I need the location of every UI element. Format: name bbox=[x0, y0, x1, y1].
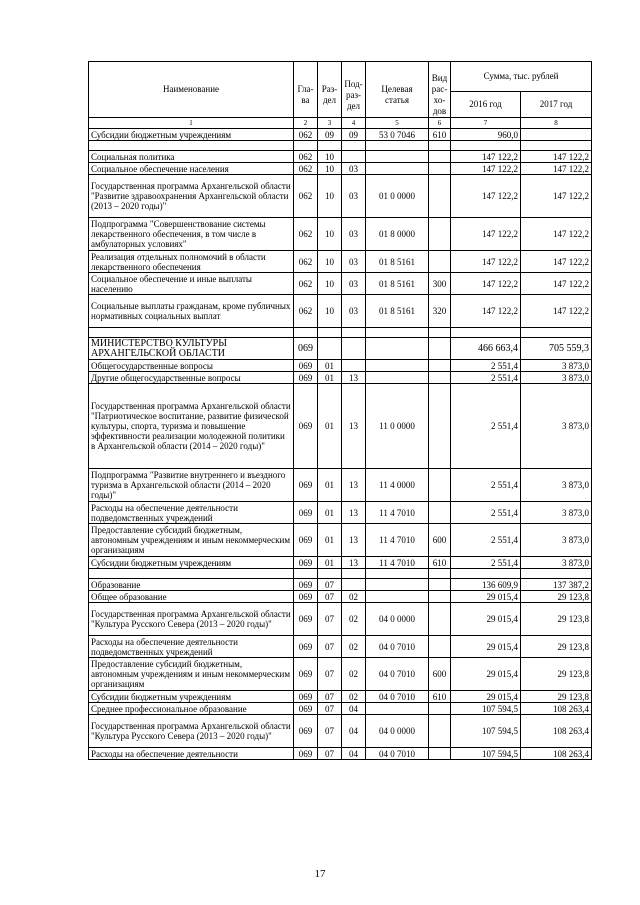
cell-glava: 069 bbox=[294, 703, 318, 715]
cell-name: Субсидии бюджетным учреждениям bbox=[89, 557, 294, 569]
cell-sum-2016: 466 663,4 bbox=[451, 338, 521, 360]
cell-sum-2016: 2 551,4 bbox=[451, 469, 521, 502]
cell-razdel: 10 bbox=[318, 251, 342, 273]
cell-statya: 53 0 7046 bbox=[366, 129, 429, 141]
cell-glava: 069 bbox=[294, 591, 318, 603]
cell-name: Социальные выплаты гражданам, кроме публичных нормативных социальных выплат bbox=[89, 295, 294, 328]
cell-name: Расходы на обеспечение деятельности bbox=[89, 748, 294, 760]
cell-vid bbox=[429, 579, 451, 591]
column-index-6: 6 bbox=[429, 118, 451, 129]
cell-name: Подпрограмма "Совершенствование системы лекарственного обеспечения, в том числе в амбулаторных условиях" bbox=[89, 218, 294, 251]
cell-razdel: 07 bbox=[318, 603, 342, 636]
cell-vid: 300 bbox=[429, 273, 451, 295]
table-row bbox=[89, 372, 592, 384]
cell-podrazdel: 03 bbox=[342, 175, 366, 218]
cell-statya: 11 4 0000 bbox=[366, 469, 429, 502]
header-sum-label: Сумма, тыс. рублей bbox=[483, 70, 559, 81]
cell-glava: 069 bbox=[294, 372, 318, 384]
cell-sum-2017: 29 123,8 bbox=[521, 591, 592, 603]
cell-glava: 069 bbox=[294, 384, 318, 469]
cell-glava: 069 bbox=[294, 524, 318, 557]
cell-sum-2017: 147 122,2 bbox=[521, 295, 592, 328]
spacer-cell bbox=[521, 141, 592, 151]
cell-razdel: 07 bbox=[318, 691, 342, 703]
cell-podrazdel: 03 bbox=[342, 163, 366, 175]
cell-statya: 04 0 7010 bbox=[366, 636, 429, 658]
cell-name: Субсидии бюджетным учреждениям bbox=[89, 129, 294, 141]
cell-name: Предоставление субсидий бюджетным, автономным учреждениям и иным некоммерческим организациям bbox=[89, 658, 294, 691]
cell-sum-2016: 147 122,2 bbox=[451, 163, 521, 175]
cell-vid bbox=[429, 384, 451, 469]
column-index-1: 1 bbox=[89, 118, 294, 129]
cell-statya bbox=[366, 360, 429, 372]
spacer-cell bbox=[89, 141, 294, 151]
cell-sum-2016: 29 015,4 bbox=[451, 658, 521, 691]
cell-vid bbox=[429, 748, 451, 760]
cell-glava: 062 bbox=[294, 295, 318, 328]
cell-razdel: 01 bbox=[318, 502, 342, 524]
cell-statya bbox=[366, 372, 429, 384]
column-index-row bbox=[89, 118, 592, 129]
spacer-cell bbox=[429, 328, 451, 338]
cell-name: Расходы на обеспечение деятельности подведомственных учреждений bbox=[89, 502, 294, 524]
header-vid bbox=[429, 62, 451, 118]
column-index-3: 3 bbox=[318, 118, 342, 129]
cell-statya: 01 8 5161 bbox=[366, 295, 429, 328]
cell-sum-2017 bbox=[521, 129, 592, 141]
cell-statya: 11 0 0000 bbox=[366, 384, 429, 469]
header-podrazdel bbox=[342, 62, 366, 118]
cell-glava: 069 bbox=[294, 360, 318, 372]
cell-podrazdel: 13 bbox=[342, 524, 366, 557]
cell-statya: 04 0 7010 bbox=[366, 748, 429, 760]
header-name bbox=[89, 62, 294, 118]
cell-name: Другие общегосударственные вопросы bbox=[89, 372, 294, 384]
header-statya bbox=[366, 62, 429, 118]
cell-statya bbox=[366, 591, 429, 603]
cell-razdel: 10 bbox=[318, 295, 342, 328]
cell-razdel: 07 bbox=[318, 636, 342, 658]
cell-razdel: 01 bbox=[318, 372, 342, 384]
spacer-cell bbox=[521, 328, 592, 338]
cell-razdel: 10 bbox=[318, 218, 342, 251]
cell-statya: 11 4 7010 bbox=[366, 524, 429, 557]
column-index-5: 5 bbox=[366, 118, 429, 129]
header-year-2016-label: 2016 год bbox=[469, 98, 502, 109]
cell-statya: 04 0 7010 bbox=[366, 691, 429, 703]
cell-glava: 062 bbox=[294, 218, 318, 251]
cell-sum-2016: 29 015,4 bbox=[451, 691, 521, 703]
cell-name: Государственная программа Архангельской области "Патриотическое воспитание, развитие физической культуры, спорта, туризма и повышение эффективности реализации молодежной политики в Архангельской области (2014 – 2020 годы)" bbox=[89, 384, 294, 469]
cell-podrazdel: 09 bbox=[342, 129, 366, 141]
cell-name: Социальное обеспечение населения bbox=[89, 163, 294, 175]
header-year-2017-label: 2017 год bbox=[539, 98, 573, 109]
cell-sum-2016: 136 609,9 bbox=[451, 579, 521, 591]
header-year-2016 bbox=[451, 91, 521, 117]
cell-vid: 320 bbox=[429, 295, 451, 328]
spacer-cell bbox=[366, 141, 429, 151]
cell-vid bbox=[429, 502, 451, 524]
cell-podrazdel bbox=[342, 360, 366, 372]
table-row bbox=[89, 603, 592, 636]
cell-statya bbox=[366, 338, 429, 360]
cell-razdel: 10 bbox=[318, 273, 342, 295]
header-podrazdel-label: Под- раз- дел bbox=[344, 78, 363, 111]
spacer-cell bbox=[429, 569, 451, 579]
table-row bbox=[89, 703, 592, 715]
cell-glava: 062 bbox=[294, 163, 318, 175]
table-row bbox=[89, 502, 592, 524]
cell-sum-2017: 108 263,4 bbox=[521, 748, 592, 760]
cell-statya bbox=[366, 163, 429, 175]
cell-sum-2016: 147 122,2 bbox=[451, 273, 521, 295]
cell-sum-2017: 3 873,0 bbox=[521, 557, 592, 569]
cell-vid bbox=[429, 163, 451, 175]
cell-sum-2016: 2 551,4 bbox=[451, 557, 521, 569]
cell-vid: 610 bbox=[429, 691, 451, 703]
table-row bbox=[89, 218, 592, 251]
header-name-label: Наименование bbox=[162, 84, 220, 94]
cell-podrazdel: 02 bbox=[342, 636, 366, 658]
cell-sum-2017: 3 873,0 bbox=[521, 469, 592, 502]
cell-vid bbox=[429, 603, 451, 636]
table-row bbox=[89, 384, 592, 469]
cell-name: Среднее профессиональное образование bbox=[89, 703, 294, 715]
table-row bbox=[89, 151, 592, 163]
page-number: 17 bbox=[314, 868, 326, 880]
cell-podrazdel bbox=[342, 338, 366, 360]
table-row bbox=[89, 715, 592, 748]
spacer-cell bbox=[294, 141, 318, 151]
cell-sum-2017: 3 873,0 bbox=[521, 502, 592, 524]
cell-vid: 610 bbox=[429, 129, 451, 141]
cell-vid bbox=[429, 591, 451, 603]
cell-sum-2017: 147 122,2 bbox=[521, 163, 592, 175]
cell-glava: 062 bbox=[294, 175, 318, 218]
table-row bbox=[89, 175, 592, 218]
cell-name: Государственная программа Архангельской области "Культура Русского Севера (2013 – 2020 годы)" bbox=[89, 715, 294, 748]
cell-vid bbox=[429, 715, 451, 748]
cell-sum-2016: 29 015,4 bbox=[451, 591, 521, 603]
cell-podrazdel: 02 bbox=[342, 658, 366, 691]
cell-sum-2017: 3 873,0 bbox=[521, 384, 592, 469]
table-row bbox=[89, 524, 592, 557]
spacer-cell bbox=[366, 569, 429, 579]
cell-glava: 069 bbox=[294, 502, 318, 524]
table-row bbox=[89, 295, 592, 328]
cell-podrazdel: 02 bbox=[342, 691, 366, 703]
cell-razdel: 01 bbox=[318, 557, 342, 569]
cell-podrazdel: 13 bbox=[342, 557, 366, 569]
cell-statya: 11 4 7010 bbox=[366, 557, 429, 569]
spacer-row bbox=[89, 141, 592, 151]
cell-glava: 069 bbox=[294, 557, 318, 569]
cell-razdel: 10 bbox=[318, 175, 342, 218]
spacer-cell bbox=[318, 328, 342, 338]
cell-vid bbox=[429, 703, 451, 715]
cell-podrazdel: 13 bbox=[342, 469, 366, 502]
cell-razdel: 09 bbox=[318, 129, 342, 141]
cell-vid bbox=[429, 636, 451, 658]
cell-vid bbox=[429, 175, 451, 218]
cell-statya: 01 8 0000 bbox=[366, 218, 429, 251]
cell-glava: 069 bbox=[294, 658, 318, 691]
cell-vid bbox=[429, 218, 451, 251]
cell-sum-2016: 2 551,4 bbox=[451, 502, 521, 524]
cell-razdel: 07 bbox=[318, 703, 342, 715]
header-glava-label: Гла- ва bbox=[297, 84, 314, 105]
cell-sum-2017: 137 387,2 bbox=[521, 579, 592, 591]
spacer-cell bbox=[89, 328, 294, 338]
cell-sum-2017: 147 122,2 bbox=[521, 218, 592, 251]
cell-podrazdel bbox=[342, 151, 366, 163]
header-vid-label: Вид рас- хо- дов bbox=[431, 73, 448, 116]
cell-razdel: 07 bbox=[318, 748, 342, 760]
cell-name: Социальная политика bbox=[89, 151, 294, 163]
cell-sum-2017: 147 122,2 bbox=[521, 151, 592, 163]
table-row bbox=[89, 251, 592, 273]
table-row bbox=[89, 360, 592, 372]
cell-sum-2016: 147 122,2 bbox=[451, 151, 521, 163]
cell-sum-2016: 29 015,4 bbox=[451, 636, 521, 658]
cell-sum-2016: 147 122,2 bbox=[451, 175, 521, 218]
cell-statya: 04 0 7010 bbox=[366, 658, 429, 691]
cell-razdel: 01 bbox=[318, 469, 342, 502]
table-row bbox=[89, 636, 592, 658]
column-index-8: 8 bbox=[521, 118, 592, 129]
cell-razdel: 07 bbox=[318, 591, 342, 603]
header-razdel bbox=[318, 62, 342, 118]
cell-glava: 062 bbox=[294, 129, 318, 141]
cell-name: МИНИСТЕРСТВО КУЛЬТУРЫ АРХАНГЕЛЬСКОЙ ОБЛАСТИ bbox=[89, 338, 294, 360]
cell-name: Субсидии бюджетным учреждениям bbox=[89, 691, 294, 703]
table-row bbox=[89, 469, 592, 502]
spacer-cell bbox=[294, 569, 318, 579]
cell-razdel: 07 bbox=[318, 658, 342, 691]
cell-statya bbox=[366, 703, 429, 715]
cell-podrazdel: 03 bbox=[342, 218, 366, 251]
cell-name: Государственная программа Архангельской области "Развитие здравоохранения Архангельской области (2013 – 2020 годы)" bbox=[89, 175, 294, 218]
cell-name: Предоставление субсидий бюджетным, автономным учреждениям и иным некоммерческим организациям bbox=[89, 524, 294, 557]
table-row bbox=[89, 129, 592, 141]
cell-sum-2016: 147 122,2 bbox=[451, 295, 521, 328]
cell-vid bbox=[429, 251, 451, 273]
table-body bbox=[89, 129, 592, 760]
spacer-cell bbox=[366, 328, 429, 338]
cell-sum-2017: 147 122,2 bbox=[521, 251, 592, 273]
cell-razdel: 10 bbox=[318, 163, 342, 175]
column-index-4: 4 bbox=[342, 118, 366, 129]
table-row bbox=[89, 748, 592, 760]
cell-vid bbox=[429, 372, 451, 384]
cell-sum-2017: 29 123,8 bbox=[521, 658, 592, 691]
table-row bbox=[89, 658, 592, 691]
cell-sum-2017: 705 559,3 bbox=[521, 338, 592, 360]
cell-podrazdel: 04 bbox=[342, 748, 366, 760]
cell-name: Общее образование bbox=[89, 591, 294, 603]
cell-podrazdel: 03 bbox=[342, 251, 366, 273]
spacer-row bbox=[89, 328, 592, 338]
cell-sum-2016: 2 551,4 bbox=[451, 384, 521, 469]
column-index-7: 7 bbox=[451, 118, 521, 129]
cell-glava: 069 bbox=[294, 691, 318, 703]
header-glava bbox=[294, 62, 318, 118]
cell-glava: 062 bbox=[294, 251, 318, 273]
cell-glava: 069 bbox=[294, 748, 318, 760]
cell-statya: 01 0 0000 bbox=[366, 175, 429, 218]
cell-podrazdel: 04 bbox=[342, 703, 366, 715]
table-row bbox=[89, 591, 592, 603]
cell-sum-2017: 29 123,8 bbox=[521, 691, 592, 703]
spacer-cell bbox=[342, 569, 366, 579]
header-razdel-label: Раз- дел bbox=[321, 84, 338, 105]
header-year-2017 bbox=[521, 91, 592, 117]
cell-name: Общегосударственные вопросы bbox=[89, 360, 294, 372]
cell-glava: 069 bbox=[294, 338, 318, 360]
cell-razdel: 01 bbox=[318, 384, 342, 469]
cell-podrazdel: 13 bbox=[342, 502, 366, 524]
cell-glava: 062 bbox=[294, 273, 318, 295]
cell-vid bbox=[429, 338, 451, 360]
cell-name: Расходы на обеспечение деятельности подведомственных учреждений bbox=[89, 636, 294, 658]
cell-vid: 600 bbox=[429, 524, 451, 557]
cell-glava: 069 bbox=[294, 715, 318, 748]
spacer-cell bbox=[521, 569, 592, 579]
cell-sum-2016: 960,0 bbox=[451, 129, 521, 141]
budget-table bbox=[88, 61, 592, 760]
cell-podrazdel bbox=[342, 579, 366, 591]
cell-sum-2016: 147 122,2 bbox=[451, 218, 521, 251]
cell-podrazdel: 13 bbox=[342, 384, 366, 469]
spacer-row bbox=[89, 569, 592, 579]
cell-razdel: 07 bbox=[318, 579, 342, 591]
spacer-cell bbox=[342, 328, 366, 338]
cell-sum-2016: 147 122,2 bbox=[451, 251, 521, 273]
spacer-cell bbox=[451, 328, 521, 338]
cell-statya: 04 0 0000 bbox=[366, 603, 429, 636]
cell-podrazdel: 03 bbox=[342, 273, 366, 295]
cell-sum-2017: 3 873,0 bbox=[521, 372, 592, 384]
cell-podrazdel: 13 bbox=[342, 372, 366, 384]
spacer-cell bbox=[318, 141, 342, 151]
cell-glava: 069 bbox=[294, 636, 318, 658]
cell-sum-2016: 2 551,4 bbox=[451, 360, 521, 372]
cell-podrazdel: 03 bbox=[342, 295, 366, 328]
cell-glava: 069 bbox=[294, 579, 318, 591]
table-row bbox=[89, 557, 592, 569]
header-statya-label: Целевая статья bbox=[381, 84, 413, 105]
cell-sum-2016: 2 551,4 bbox=[451, 524, 521, 557]
cell-sum-2016: 107 594,5 bbox=[451, 748, 521, 760]
header-sum bbox=[451, 62, 592, 92]
cell-name: Государственная программа Архангельской области "Культура Русского Севера (2013 – 2020 годы)" bbox=[89, 603, 294, 636]
cell-name: Реализация отдельных полномочий в области лекарственного обеспечения bbox=[89, 251, 294, 273]
cell-statya bbox=[366, 151, 429, 163]
cell-sum-2016: 29 015,4 bbox=[451, 603, 521, 636]
cell-statya bbox=[366, 579, 429, 591]
cell-name: Подпрограмма "Развитие внутреннего и въездного туризма в Архангельской области (2014 – 2020 годы)" bbox=[89, 469, 294, 502]
cell-sum-2017: 29 123,8 bbox=[521, 603, 592, 636]
spacer-cell bbox=[342, 141, 366, 151]
spacer-cell bbox=[451, 569, 521, 579]
cell-sum-2016: 107 594,5 bbox=[451, 703, 521, 715]
cell-statya: 04 0 0000 bbox=[366, 715, 429, 748]
cell-sum-2017: 3 873,0 bbox=[521, 360, 592, 372]
cell-sum-2017: 108 263,4 bbox=[521, 715, 592, 748]
cell-sum-2017: 147 122,2 bbox=[521, 175, 592, 218]
cell-sum-2017: 29 123,8 bbox=[521, 636, 592, 658]
cell-vid bbox=[429, 469, 451, 502]
table-row bbox=[89, 338, 592, 360]
cell-sum-2017: 108 263,4 bbox=[521, 703, 592, 715]
spacer-cell bbox=[318, 569, 342, 579]
cell-sum-2016: 107 594,5 bbox=[451, 715, 521, 748]
cell-razdel bbox=[318, 338, 342, 360]
cell-razdel: 01 bbox=[318, 524, 342, 557]
cell-statya: 01 8 5161 bbox=[366, 251, 429, 273]
cell-sum-2016: 2 551,4 bbox=[451, 372, 521, 384]
cell-sum-2017: 3 873,0 bbox=[521, 524, 592, 557]
column-index-2: 2 bbox=[294, 118, 318, 129]
cell-podrazdel: 02 bbox=[342, 591, 366, 603]
table-row bbox=[89, 579, 592, 591]
spacer-cell bbox=[294, 328, 318, 338]
cell-name: Социальное обеспечение и иные выплаты населению bbox=[89, 273, 294, 295]
cell-vid bbox=[429, 360, 451, 372]
cell-razdel: 01 bbox=[318, 360, 342, 372]
cell-sum-2017: 147 122,2 bbox=[521, 273, 592, 295]
cell-podrazdel: 02 bbox=[342, 603, 366, 636]
table-row bbox=[89, 691, 592, 703]
cell-name: Образование bbox=[89, 579, 294, 591]
cell-statya: 11 4 7010 bbox=[366, 502, 429, 524]
spacer-cell bbox=[89, 569, 294, 579]
table-row bbox=[89, 273, 592, 295]
cell-statya: 01 8 5161 bbox=[366, 273, 429, 295]
cell-glava: 069 bbox=[294, 469, 318, 502]
cell-razdel: 07 bbox=[318, 715, 342, 748]
cell-vid: 600 bbox=[429, 658, 451, 691]
spacer-cell bbox=[429, 141, 451, 151]
cell-vid: 610 bbox=[429, 557, 451, 569]
cell-podrazdel: 04 bbox=[342, 715, 366, 748]
spacer-cell bbox=[451, 141, 521, 151]
cell-vid bbox=[429, 151, 451, 163]
table-row bbox=[89, 163, 592, 175]
cell-razdel: 10 bbox=[318, 151, 342, 163]
cell-glava: 062 bbox=[294, 151, 318, 163]
cell-glava: 069 bbox=[294, 603, 318, 636]
